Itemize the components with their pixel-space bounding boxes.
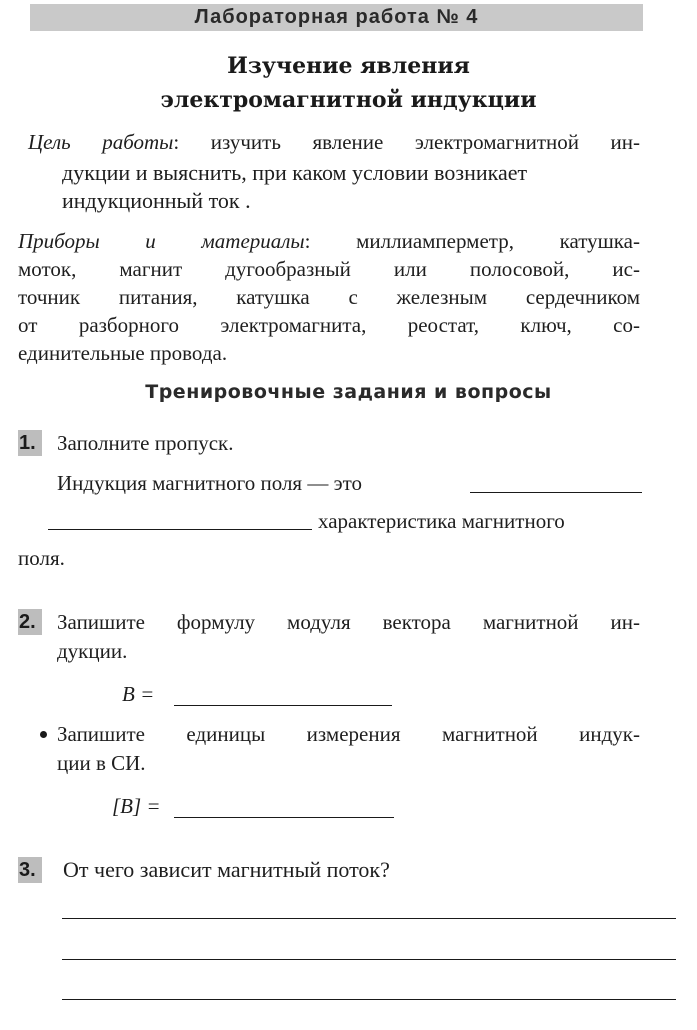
formula-label: B = — [122, 682, 155, 706]
materials-line-5: единительные провода. — [18, 341, 228, 365]
materials-line-2: моток, магнит дугообразный или полосовой, ис- — [18, 257, 640, 281]
answer-line-2[interactable] — [62, 959, 676, 960]
lab-work-title: Лабораторная работа № 4 — [194, 6, 479, 28]
materials-line-4: от разборного электромагнита, реостат, ключ, со- — [18, 313, 640, 337]
page-title-line-2: электромагнитной индукции — [160, 87, 537, 113]
goal-line-1 — [28, 130, 640, 155]
task-1-blank-1[interactable] — [470, 492, 642, 493]
task-3-question: От чего зависит магнитный поток? — [63, 857, 390, 882]
goal-label: Цель работы — [28, 130, 174, 154]
task-2-bullet-2: ции в СИ. — [57, 751, 146, 775]
formula-blank[interactable] — [174, 705, 392, 706]
task-1-line-1: Индукция магнитного поля — это — [57, 471, 363, 495]
goal-text-1: : изучить явление электромагнитной ин- — [173, 130, 640, 154]
section-heading: Тренировочные задания и вопросы — [145, 381, 552, 403]
units-label: [B] = — [112, 794, 161, 818]
goal-line-3: индукционный ток . — [62, 188, 251, 213]
bullet-icon — [40, 731, 47, 738]
materials-label: Приборы и материалы — [18, 229, 305, 253]
task-1-line-2: характеристика магнитного — [318, 509, 565, 533]
materials-line-3: точник питания, катушка с железным сердечником — [18, 285, 640, 309]
task-2-number: 2. — [19, 611, 36, 633]
task-1-line-3: поля. — [18, 546, 65, 570]
goal-line-2: дукции и выяснить, при каком условии возникает — [62, 160, 528, 185]
task-2-prompt-2: дукции. — [57, 639, 128, 663]
answer-line-1[interactable] — [62, 918, 676, 919]
page-title-line-1: Изучение явления — [227, 53, 470, 79]
materials-text-1: : миллиамперметр, катушка- — [304, 229, 640, 253]
units-blank[interactable] — [174, 817, 394, 818]
materials-line-1 — [18, 229, 640, 254]
task-1-number: 1. — [19, 432, 36, 454]
task-2-bullet-1: Запишите единицы измерения магнитной индук- — [57, 722, 640, 746]
task-1-prompt: Заполните пропуск. — [57, 431, 234, 455]
task-3-number: 3. — [19, 859, 36, 881]
answer-line-3[interactable] — [62, 999, 676, 1000]
task-2-prompt-1: Запишите формулу модуля вектора магнитной ин- — [57, 610, 640, 634]
task-1-blank-2[interactable] — [48, 529, 312, 530]
